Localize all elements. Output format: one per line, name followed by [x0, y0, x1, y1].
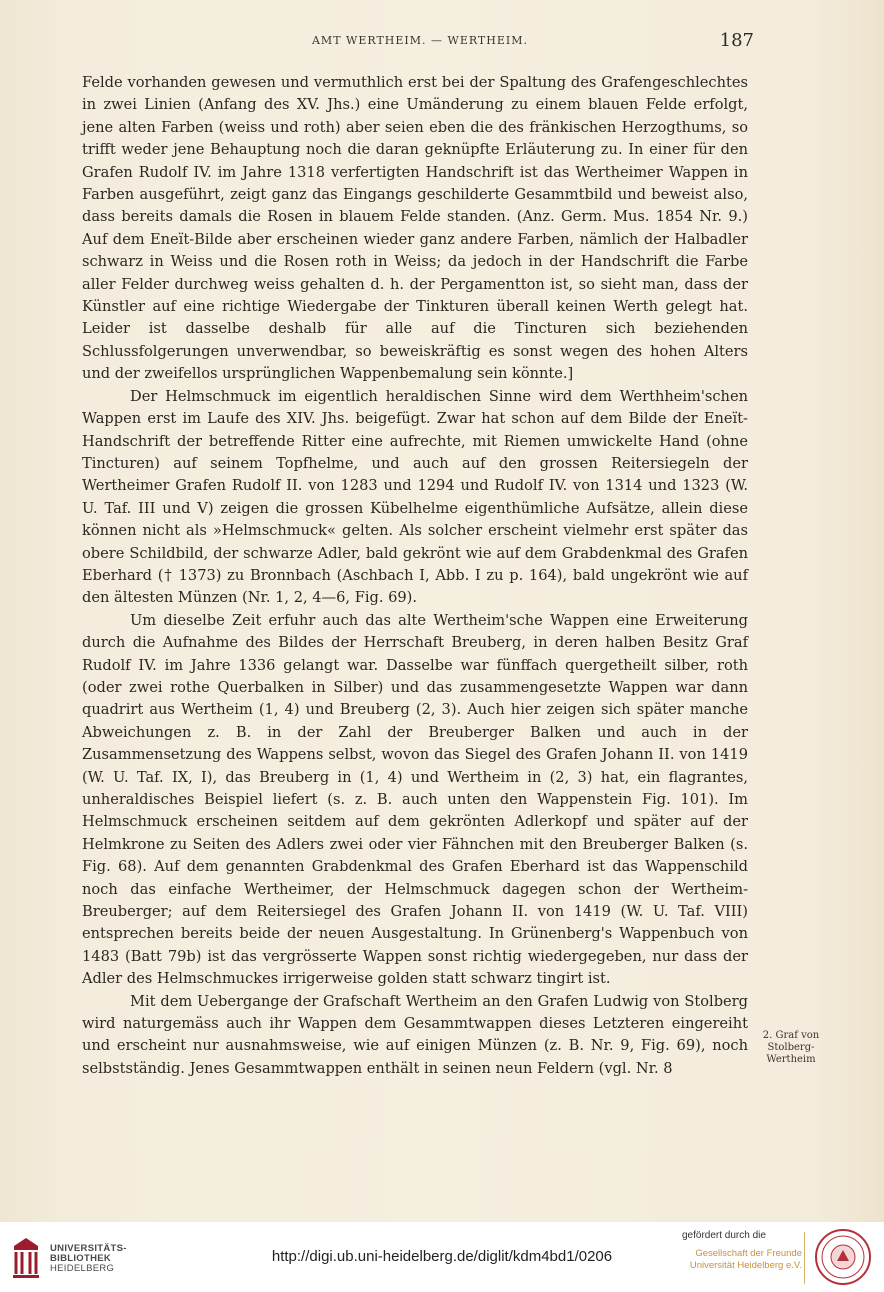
funder-name[interactable] [682, 1248, 802, 1272]
funder-name-line-2: Universität Heidelberg e.V. [689, 1260, 802, 1271]
marginal-note: 2. Graf von Stolberg-Wertheim [762, 1030, 820, 1065]
library-name-line-3: HEIDELBERG [50, 1263, 115, 1274]
running-title: AMT WERTHEIM. — WERTHEIM. [311, 34, 528, 47]
digital-object-url[interactable]: http://digi.ub.uni-heidelberg.de/diglit/kdm4bd1/0206 [271, 1248, 613, 1265]
page-number: 187 [719, 30, 754, 51]
paragraph-1: Felde vorhanden gewesen und vermuthlich erst bei der Spaltung des Grafengeschlechtes in zwei Linien (Anfang des XV. Jhs.) eine Umänderung zu einem blauen Felde erfolgt, jene alten Farben (weiss und roth) aber seien eben die des fränkischen Herzogthums, so trifft weder jene Behauptung noch die daran geknüpfte Erläuterung zu. In einer für den Grafen Rudolf IV. im Jahre 1318 verfertigten Handschrift ist das Wertheimer Wappen in Farben ausgeführt, zeigt ganz das Eingangs geschilderte Gesammtbild und beweist also, dass bereits damals die Rosen in blauem Felde standen. (Anz. Germ. Mus. 1854 Nr. 9.) Auf dem Eneït-Bilde aber erscheinen wieder ganz andere Farben, nämlich der Halbadler schwarz in Weiss und die Rosen roth in Weiss; da jedoch in der Handschrift die Farbe aller Felder durchweg weiss gehalten d. h. der Pergamentton ist, so sieht man, dass der Künstler auf eine richtige Wiedergabe der Tinkturen überall keinen Werth gelegt hat. Leider ist dasselbe deshalb für alle auf die Tincturen sich beziehenden Schlussfolgerungen unverwendbar, so beweiskräftig es sonst wegen des hohen Alters und der zweifellos ursprünglichen Wappenbemalung sein könnte.] [82, 74, 748, 383]
footer-bar [0, 1222, 884, 1292]
paragraph-4: Mit dem Uebergange der Grafschaft Wertheim an den Grafen Ludwig von Stolberg wird naturgemäss auch ihr Wappen dem Gesammtwappen dieses Letzteren eingereiht und erscheint nur ausnahmsweise, wie auf einigen Münzen (z. B. Nr. 9, Fig. 69), noch selbstständig. Jenes Gesammtwappen enthält in seinen neun Feldern (vgl. Nr. 8 [82, 992, 748, 1077]
funder-name-line-1: Gesellschaft der Freunde [695, 1248, 802, 1259]
paragraph-3: Um dieselbe Zeit erfuhr auch das alte Wertheim'sche Wappen eine Erweiterung durch die Aufnahme des Bildes der Herrschaft Breuberg, in deren halben Besitz Graf Rudolf IV. im Jahre 1336 gelangt war. Dasselbe war fünffach quergetheilt silber, roth (oder zwei rothe Querbalken in Silber) und das zusammengesetzte Wappen war dann quadrirt aus Wertheim (1, 4) und Breuberg (2, 3). Auch hier zeigen sich später manche Abweichungen z. B. in der Zahl der Breuberger Balken und auch in der Zusammensetzung des Wappens selbst, wovon das Siegel des Grafen Johann II. von 1419 (W. U. Taf. IX, I), das Breuberg in (1, 4) und Wertheim in (2, 3) hat, ein flagrantes, unheraldisches Beispiel liefert (s. z. B. auch unten den Wappenstein Fig. 101). Im Helmschmuck erscheinen seitdem auf dem gekrönten Adlerkopf und später auf der Helmkrone zu Seiten des Adlers zwei oder vier Fähnchen mit den Breuberger Balken (s. Fig. 68). Auf dem genannten Grabdenkmal des Grafen Eberhard ist das Wappenschild noch das einfache Wertheimer, der Helmschmuck dagegen schon der Wertheim-Breuberger; auf dem Reitersiegel des Grafen Johann II. von 1419 (W. U. Taf. VIII) entsprechen bereits beide der neuen Ausgestaltung. In Grünenberg's Wappenbuch von 1483 (Batt 79b) ist das vergrösserte Wappen sonst richtig wiedergegeben, nur dass der Adler des Helmschmuckes irrigerweise golden statt schwarz tingirt ist. [82, 611, 748, 988]
library-name-line-2: BIBLIOTHEK [50, 1253, 112, 1264]
funder-divider [804, 1232, 805, 1284]
university-seal-icon [814, 1228, 872, 1286]
library-name-line-1: UNIVERSITÄTS- [50, 1243, 127, 1254]
body-text [82, 72, 748, 1080]
paragraph-2: Der Helmschmuck im eigentlich heraldischen Sinne wird dem Werthheim'schen Wappen erst im Laufe des XIV. Jhs. beigefügt. Zwar hat schon auf dem Bilde der Eneït-Handschrift der betreffende Ritter eine aufrechte, mit Riemen umwickelte Hand (ohne Tincturen) auf seinem Topfhelme, und auch auf den grossen Reitersiegeln der Wertheimer Grafen Rudolf II. von 1283 und 1294 und Rudolf IV. von 1314 und 1323 (W. U. Taf. III und V) zeigen die grossen Kübelhelme eigenthümliche Aufsätze, allein diese können nicht als »Helmschmuck« gelten. Als solcher erscheint vielmehr erst später das obere Schildbild, der schwarze Adler, bald gekrönt wie auf dem Grabdenkmal des Grafen Eberhard († 1373) zu Bronnbach (Aschbach I, Abb. I zu p. 164), bald ungekrönt wie auf den ältesten Münzen (Nr. 1, 2, 4—6, Fig. 69). [82, 387, 748, 607]
running-head [0, 30, 884, 54]
funder-label: gefördert durch die [682, 1230, 766, 1241]
